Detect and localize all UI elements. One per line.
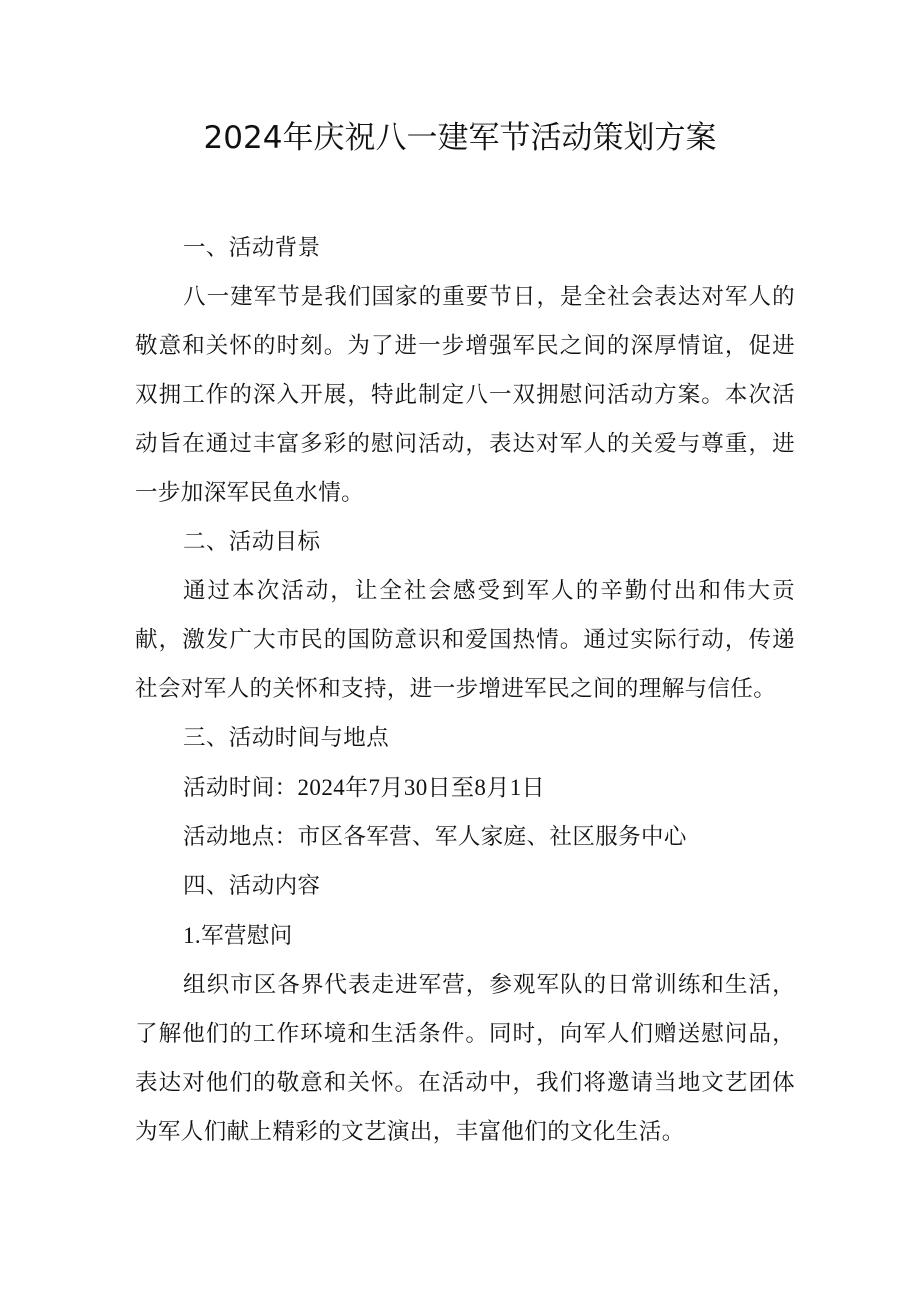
content-item-1-heading bbox=[135, 911, 795, 961]
background-paragraph: 八一建军节是我们国家的重要节日，是全社会表达对军人的敬意和关怀的时刻。为了进一步增强军民之间的深厚情谊，促进双拥工作的深入开展，特此制定八一双拥慰问活动方案。本次活动旨在通过丰富多彩的慰问活动，表达对军人的关爱与尊重，进一步加深军民鱼水情。 bbox=[135, 284, 795, 506]
content-item-1-number: 1. bbox=[183, 923, 202, 948]
document-body bbox=[135, 224, 795, 1157]
content-item-1-paragraph: 组织市区各界代表走进军营，参观军队的日常训练和生活，了解他们的工作环境和生活条件。同时，向军人们赠送慰问品，表达对他们的敬意和关怀。在活动中，我们将邀请当地文艺团体为军人们献上精彩的文艺演出，丰富他们的文化生活。 bbox=[135, 972, 795, 1145]
goal-paragraph: 通过本次活动，让全社会感受到军人的辛勤付出和伟大贡献，激发广大市民的国防意识和爱国热情。通过实际行动，传递社会对军人的关怀和支持，进一步增进军民之间的理解与信任。 bbox=[135, 578, 795, 702]
section-heading-background: 一、活动背景 bbox=[183, 235, 321, 261]
activity-place-value: 市区各军营、军人家庭、社区服务中心 bbox=[297, 824, 687, 850]
section-heading-content: 四、活动内容 bbox=[183, 873, 321, 899]
activity-time-label: 活动时间： bbox=[183, 775, 298, 801]
content-item-1-title: 军营慰问 bbox=[201, 923, 293, 949]
section-heading-goal: 二、活动目标 bbox=[183, 529, 321, 555]
section-heading-time-place: 三、活动时间与地点 bbox=[183, 725, 390, 751]
activity-place-line bbox=[135, 813, 795, 862]
activity-time-line bbox=[135, 763, 795, 813]
document-title: 2024年庆祝八一建军节活动策划方案 bbox=[203, 120, 717, 156]
activity-place-label: 活动地点： bbox=[183, 824, 298, 850]
activity-time-value: 2024年7月30日至8月1日 bbox=[297, 775, 546, 800]
